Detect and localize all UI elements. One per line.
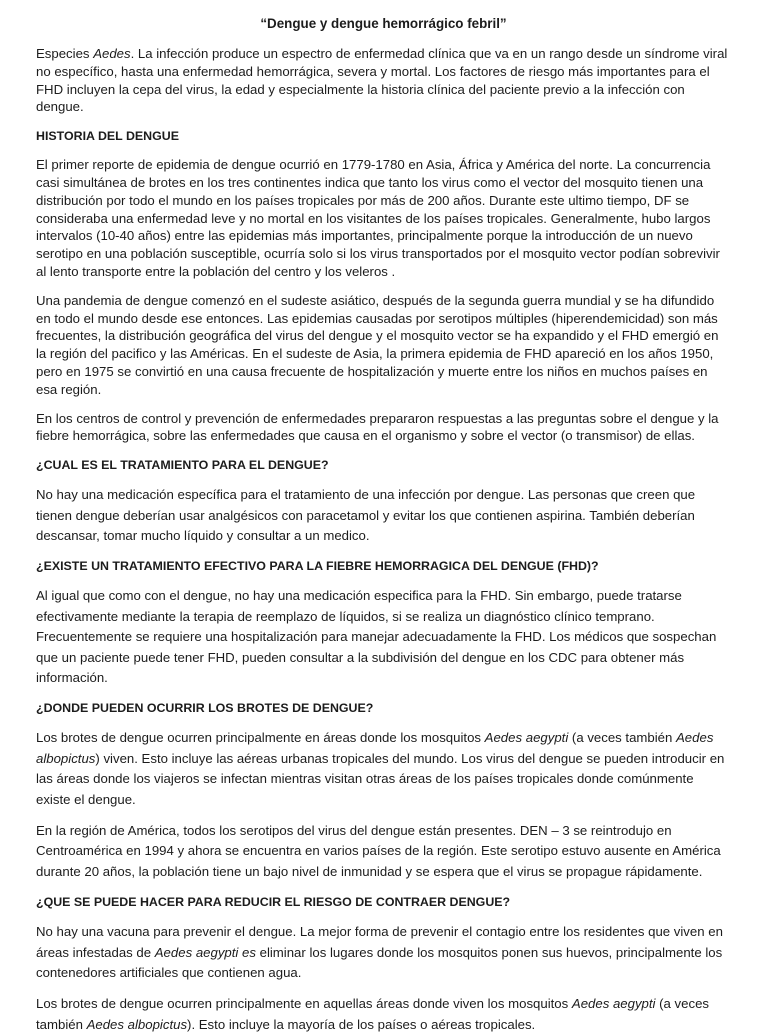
intro-text-2: . La infección produce un espectro de enfermedad clínica que va en un rango desde un síndrome viral no específico, hasta una enfermedad hemorrágica, severa y mortal. Los factores de riesgo más importantes para el FHD incluyen la cepa del virus, la edad y especialmente la historia clínica del paciente previo a la infección con dengue. xyxy=(36,46,728,115)
historia-paragraph-1: El primer reporte de epidemia de dengue ocurrió en 1779-1780 en Asia, África y América del norte. La concurrencia casi simultánea de brotes en los tres continentes indica que tanto los virus como el vector del mosquito tienen una distribución por todo el mundo en los países tropicales por más de 200 años. Durante este ultimo tiempo, DF se consideraba una enfermedad leve y no mortal en los visitantes de los países tropicales. Generalmente, hubo largos intervalos (10-40 años) entre las epidemias más importantes, principalmente porque la introducción de un nuevo serotipo en una población susceptible, ocurría solo si los virus transportados por el mosquito vector podían sobrevivir al lento transporte entre la población del centro y los veleros . xyxy=(36,157,720,279)
riesgo-paragraph-2 xyxy=(36,994,731,1035)
riesgo-p1-text-1: No hay una vacuna para prevenir el dengue. La mejor forma de prevenir el contagio entre los residentes que viven en áreas infestadas de xyxy=(36,924,723,960)
riesgo-p2-text-2: (a veces también xyxy=(36,996,710,1032)
brotes-p1-text-2: (a veces también xyxy=(568,730,677,746)
riesgo-p1-italic-1: Aedes aegypti es xyxy=(154,944,256,960)
riesgo-paragraph-1 xyxy=(36,922,731,983)
brotes-paragraph-2: En la región de América, todos los serotipos del virus del dengue están presentes. DEN – 3 se reintrodujo en Centroamérica en 1994 y ahora se encuentra en varios países de la región. Este serotipo estuvo ausente en América durante 20 años, la población tiene un bajo nivel de inmunidad y se espera que el virus se propague rápidamente. xyxy=(36,823,721,879)
historia-paragraph-3: En los centros de control y prevención de enfermedades prepararon respuestas a las preguntas sobre el dengue y la fiebre hemorrágica, sobre las enfermedades que causa en el organismo y sobre el vector (o transmisor) de ellas. xyxy=(36,410,719,444)
document-title: “Dengue y dengue hemorrágico febril” xyxy=(260,16,507,31)
riesgo-p2-text-3: ). Esto incluye la mayoría de los países o aéreas tropicales. xyxy=(187,1016,536,1032)
brotes-paragraph-1 xyxy=(36,728,731,810)
heading-historia: HISTORIA DEL DENGUE xyxy=(36,129,179,144)
fhd-paragraph: Al igual que como con el dengue, no hay una medicación especifica para la FHD. Sin embargo, puede tratarse efectivamente mediante la terapia de reemplazo de líquidos, si se realiza un diagnóstico clínico temprano. Frecuentemente se requiere una hospitalización para manejar adecuadamente la FHD. Los médicos que sospechan que un paciente puede tener FHD, pueden consultar a la subdivisión del dengue en los CDC para obtener más información. xyxy=(36,588,717,685)
intro-species-italic: Aedes xyxy=(93,46,131,61)
historia-paragraph-2: Una pandemia de dengue comenzó en el sudeste asiático, después de la segunda guerra mundial y se ha difundido en todo el mundo desde ese entonces. Las epidemias causadas por serotipos múltiples (hiperendemicidad) son más frecuentes, la distribución geográfica del virus del dengue y el mosquito vector se ha expandido y el FHD emergió en la región del pacifico y las Américas. En el sudeste de Asia, la primera epidemia de FHD apareció en los años 1950, pero en 1975 se convirtió en una causa frecuente de hospitalización y muerte entre los niños en muchos países en esa región. xyxy=(36,292,719,397)
riesgo-p2-italic-2: Aedes albopictus xyxy=(86,1016,188,1032)
brotes-p1-text-1: Los brotes de dengue ocurren principalmente en áreas donde los mosquitos xyxy=(36,730,485,746)
brotes-p1-italic-1: Aedes aegypti xyxy=(484,730,569,746)
brotes-p1-text-3: ) viven. Esto incluye las aéreas urbanas tropicales del mundo. Los virus del dengue se pueden introducir en las áreas donde los viajeros se infectan mientras visitan otras áreas de los países tropicales donde comúnmente existe el dengue. xyxy=(36,750,725,807)
heading-fhd: ¿EXISTE UN TRATAMIENTO EFECTIVO PARA LA FIEBRE HEMORRAGICA DEL DENGUE (FHD)? xyxy=(36,559,599,574)
riesgo-p1-text-2: eliminar los lugares donde los mosquitos ponen sus huevos, principalmente los contenedores artificiales que contienen agua. xyxy=(36,944,723,981)
tratamiento-paragraph: No hay una medicación específica para el tratamiento de una infección por dengue. Las personas que creen que tienen dengue deberían usar analgésicos con paracetamol y evitar los que contienen aspirina. También deberían descansar, tomar mucho líquido y consultar a un medico. xyxy=(36,487,696,543)
riesgo-p2-text-1: Los brotes de dengue ocurren principalmente en aquellas áreas donde viven los mosquitos xyxy=(36,996,572,1012)
heading-tratamiento: ¿CUAL ES EL TRATAMIENTO PARA EL DENGUE? xyxy=(36,458,329,473)
intro-text-1: Especies xyxy=(36,46,94,61)
riesgo-p2-italic-1: Aedes aegypti xyxy=(571,996,656,1012)
heading-brotes: ¿DONDE PUEDEN OCURRIR LOS BROTES DE DENGUE? xyxy=(36,701,374,716)
brotes-p1-italic-2: Aedes albopictus xyxy=(36,730,714,766)
heading-riesgo: ¿QUE SE PUEDE HACER PARA REDUCIR EL RIESGO DE CONTRAER DENGUE? xyxy=(36,895,511,910)
intro-paragraph xyxy=(36,45,731,116)
